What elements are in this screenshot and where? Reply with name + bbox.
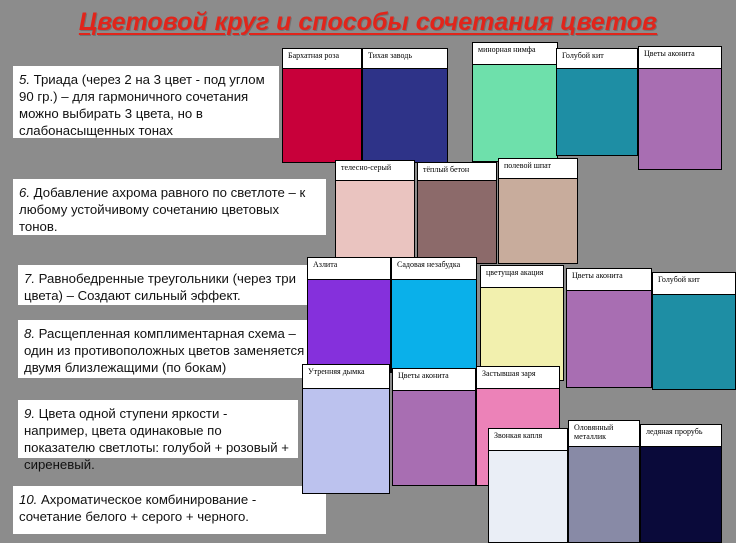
swatch-label: Тихая заводь <box>363 49 447 69</box>
swatch-fill <box>336 181 414 263</box>
color-swatch-blue-whale <box>652 272 736 390</box>
color-swatch-aconite-flowers <box>392 368 476 486</box>
swatch-fill <box>392 280 476 372</box>
note-isosceles-triangles <box>18 265 310 305</box>
note-number: 10. <box>19 492 38 507</box>
swatch-fill <box>641 447 721 542</box>
swatch-label: полевой шпат <box>499 159 577 179</box>
color-swatch-blooming-acacia <box>480 265 564 381</box>
note-same-brightness <box>18 400 298 472</box>
swatch-label: Голубой кит <box>653 273 735 295</box>
swatch-label: Бархатная роза <box>283 49 361 69</box>
swatch-label: Цветы аконита <box>567 269 651 291</box>
color-swatch-warm-concrete <box>417 162 497 264</box>
swatch-label: Садовая незабудка <box>392 258 476 280</box>
swatch-fill <box>489 451 567 542</box>
swatch-label: Азлита <box>308 258 390 280</box>
color-swatch-tin-metallic <box>568 420 640 543</box>
note-number: 8. <box>24 326 35 341</box>
swatch-label: телесно-серый <box>336 161 414 181</box>
swatch-fill <box>639 69 721 169</box>
swatch-label: Оловянный металлик <box>569 421 639 447</box>
swatch-fill <box>303 389 389 493</box>
note-number: 5. <box>19 72 30 87</box>
color-swatch-morning-haze <box>302 364 390 494</box>
note-number: 9. <box>24 406 35 421</box>
swatch-fill <box>363 69 447 162</box>
color-swatch-minor-nymph <box>472 42 558 162</box>
swatch-fill <box>283 69 361 162</box>
swatch-label: Застывшая заря <box>477 367 559 389</box>
swatch-fill <box>393 391 475 485</box>
swatch-fill <box>473 65 557 161</box>
note-text: Триада (через 2 на 3 цвет - под углом 90 гр.) – для гармоничного сочетания можно выбирать 3 цвета, но в слабонасыщенных тонах <box>19 72 265 138</box>
note-achromatic-addition <box>13 179 326 235</box>
note-number: 7. <box>24 271 35 286</box>
swatch-label: Цветы аконита <box>393 369 475 391</box>
swatch-fill <box>653 295 735 389</box>
swatch-label: Голубой кит <box>557 49 637 69</box>
swatch-fill <box>308 280 390 372</box>
swatch-label: ледяная прорубь <box>641 425 721 447</box>
swatch-label: минорная нимфа <box>473 43 557 65</box>
note-text: Ахроматическое комбинирование - сочетание белого + серого + черного. <box>19 492 257 524</box>
swatch-fill <box>418 181 496 263</box>
note-number: 6. <box>19 185 30 200</box>
color-swatch-velvet-rose <box>282 48 362 163</box>
swatch-label: Утренняя дымка <box>303 365 389 389</box>
note-text: Равнобедренные треугольники (через три цвета) – Создают сильный эффект. <box>24 271 296 303</box>
color-swatch-garden-forget-me-not <box>391 257 477 373</box>
color-swatch-blue-whale <box>556 48 638 156</box>
color-swatch-ringing-drop <box>488 428 568 543</box>
swatch-fill <box>499 179 577 263</box>
note-text: Цвета одной ступени яркости - например, цвета одинаковые по показателю светлоты: голубой + розовый + сиреневый. <box>24 406 289 472</box>
color-swatch-ice-hole <box>640 424 722 543</box>
color-swatch-aconite-flowers <box>638 46 722 170</box>
swatch-fill <box>567 291 651 387</box>
color-swatch-quiet-backwater <box>362 48 448 163</box>
page-title: Цветовой круг и способы сочетания цветов <box>78 8 658 36</box>
swatch-fill <box>569 447 639 542</box>
swatch-fill <box>557 69 637 155</box>
color-swatch-azlita <box>307 257 391 373</box>
note-achromatic-combination <box>13 486 326 534</box>
color-swatch-aconite-flowers <box>566 268 652 388</box>
swatch-label: Звонкая капля <box>489 429 567 451</box>
color-swatch-flesh-gray <box>335 160 415 264</box>
note-text: Добавление ахрома равного по светлоте – к любому устойчивому сочетанию цветовых тонов. <box>19 185 306 234</box>
note-text: Расщепленная комплиментарная схема – один из противоположных цветов заменяется двумя близлежащими (по бокам) <box>24 326 305 375</box>
swatch-label: тёплый бетон <box>418 163 496 181</box>
color-swatch-field-spar <box>498 158 578 264</box>
swatch-label: Цветы аконита <box>639 47 721 69</box>
swatch-label: цветущая акация <box>481 266 563 288</box>
note-triad <box>13 66 279 138</box>
note-split-complementary <box>18 320 330 378</box>
